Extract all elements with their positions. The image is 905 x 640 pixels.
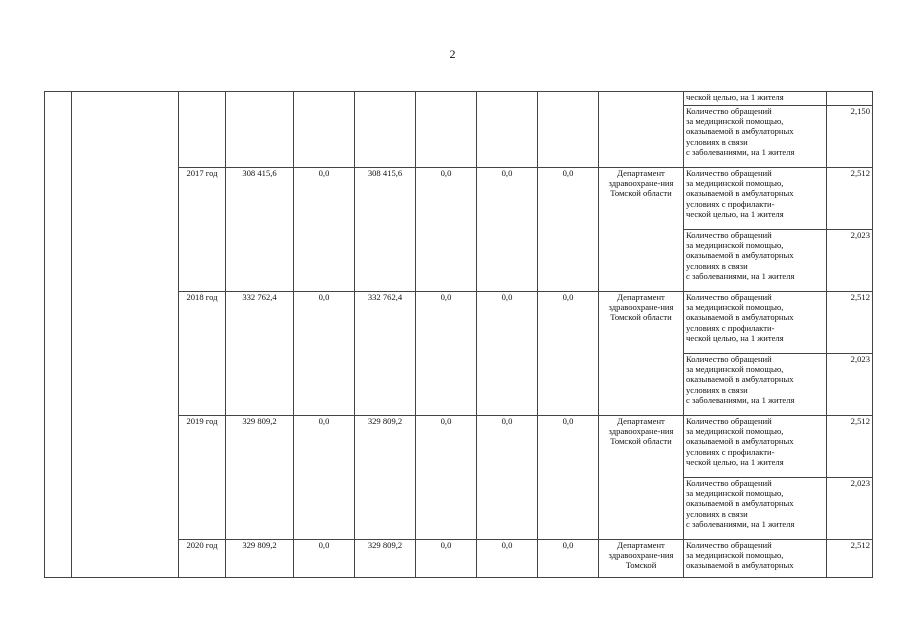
- tfoms-cell: 0,0: [477, 292, 538, 416]
- indicator-prophylactic: Количество обращений за медицинской помощью, оказываемой в амбулаторных условиях с профилакти- ческой целью, на 1 жителя: [684, 416, 827, 478]
- regional-cell: 329 809,2: [355, 416, 416, 540]
- year-cell: 2018 год: [179, 292, 226, 416]
- cont-tfoms-cell: [477, 92, 538, 168]
- other-cell: 0,0: [538, 292, 599, 416]
- indicator-value: 2,512: [827, 168, 873, 230]
- tfoms-cell: 0,0: [477, 416, 538, 540]
- col-name-cell: [72, 92, 179, 578]
- indicator-prophylactic: Количество обращений за медицинской помощью, оказываемой в амбулаторных условиях с профилакти- ческой целью, на 1 жителя: [684, 292, 827, 354]
- year-cell: 2017 год: [179, 168, 226, 292]
- responsible-cell: Департамент здравоохране-ния Томской области: [599, 416, 684, 540]
- responsible-cell: Департамент здравоохране-ния Томской: [599, 540, 684, 578]
- regional-cell: 308 415,6: [355, 168, 416, 292]
- local-cell: 0,0: [416, 416, 477, 540]
- cont-local-cell: [416, 92, 477, 168]
- other-cell: 0,0: [538, 416, 599, 540]
- federal-cell: 0,0: [294, 168, 355, 292]
- local-cell: 0,0: [416, 292, 477, 416]
- indicator-value: 2,512: [827, 292, 873, 354]
- col-number-cell: [45, 92, 72, 578]
- other-cell: 0,0: [538, 540, 599, 578]
- cont-regional-cell: [355, 92, 416, 168]
- indicator-value: 2,512: [827, 416, 873, 478]
- indicator-value: 2,150: [827, 106, 873, 168]
- responsible-cell: Департамент здравоохране-ния Томской области: [599, 168, 684, 292]
- cont-year-cell: [179, 92, 226, 168]
- federal-cell: 0,0: [294, 292, 355, 416]
- tfoms-cell: 0,0: [477, 168, 538, 292]
- year-cell: 2019 год: [179, 416, 226, 540]
- tfoms-cell: 0,0: [477, 540, 538, 578]
- total-cell: 329 809,2: [226, 540, 294, 578]
- year-cell: 2020 год: [179, 540, 226, 578]
- responsible-cell: Департамент здравоохране-ния Томской области: [599, 292, 684, 416]
- page-number: 2: [449, 47, 456, 61]
- program-table: [44, 91, 873, 578]
- total-cell: 308 415,6: [226, 168, 294, 292]
- cont-total-cell: [226, 92, 294, 168]
- indicator-prophylactic: Количество обращений за медицинской помощью, оказываемой в амбулаторных: [684, 540, 827, 578]
- cont-federal-cell: [294, 92, 355, 168]
- indicator-value: 2,023: [827, 354, 873, 416]
- total-cell: 329 809,2: [226, 416, 294, 540]
- indicator-value: 2,023: [827, 478, 873, 540]
- federal-cell: 0,0: [294, 540, 355, 578]
- indicator-disease: Количество обращений за медицинской помощью, оказываемой в амбулаторных условиях в связи с заболеваниями, на 1 жителя: [684, 106, 827, 168]
- cont-other-cell: [538, 92, 599, 168]
- indicator-prophylactic: Количество обращений за медицинской помощью, оказываемой в амбулаторных условиях с профилакти- ческой целью, на 1 жителя: [684, 168, 827, 230]
- indicator-disease: Количество обращений за медицинской помощью, оказываемой в амбулаторных условиях в связи с заболеваниями, на 1 жителя: [684, 354, 827, 416]
- indicator-fragment: ческой целью, на 1 жителя: [684, 92, 827, 106]
- local-cell: 0,0: [416, 168, 477, 292]
- local-cell: 0,0: [416, 540, 477, 578]
- federal-cell: 0,0: [294, 416, 355, 540]
- regional-cell: 332 762,4: [355, 292, 416, 416]
- indicator-fragment-value: [827, 92, 873, 106]
- other-cell: 0,0: [538, 168, 599, 292]
- total-cell: 332 762,4: [226, 292, 294, 416]
- regional-cell: 329 809,2: [355, 540, 416, 578]
- indicator-disease: Количество обращений за медицинской помощью, оказываемой в амбулаторных условиях в связи с заболеваниями, на 1 жителя: [684, 230, 827, 292]
- indicator-value: 2,023: [827, 230, 873, 292]
- cont-responsible-cell: [599, 92, 684, 168]
- indicator-value: 2,512: [827, 540, 873, 578]
- indicator-disease: Количество обращений за медицинской помощью, оказываемой в амбулаторных условиях в связи с заболеваниями, на 1 жителя: [684, 478, 827, 540]
